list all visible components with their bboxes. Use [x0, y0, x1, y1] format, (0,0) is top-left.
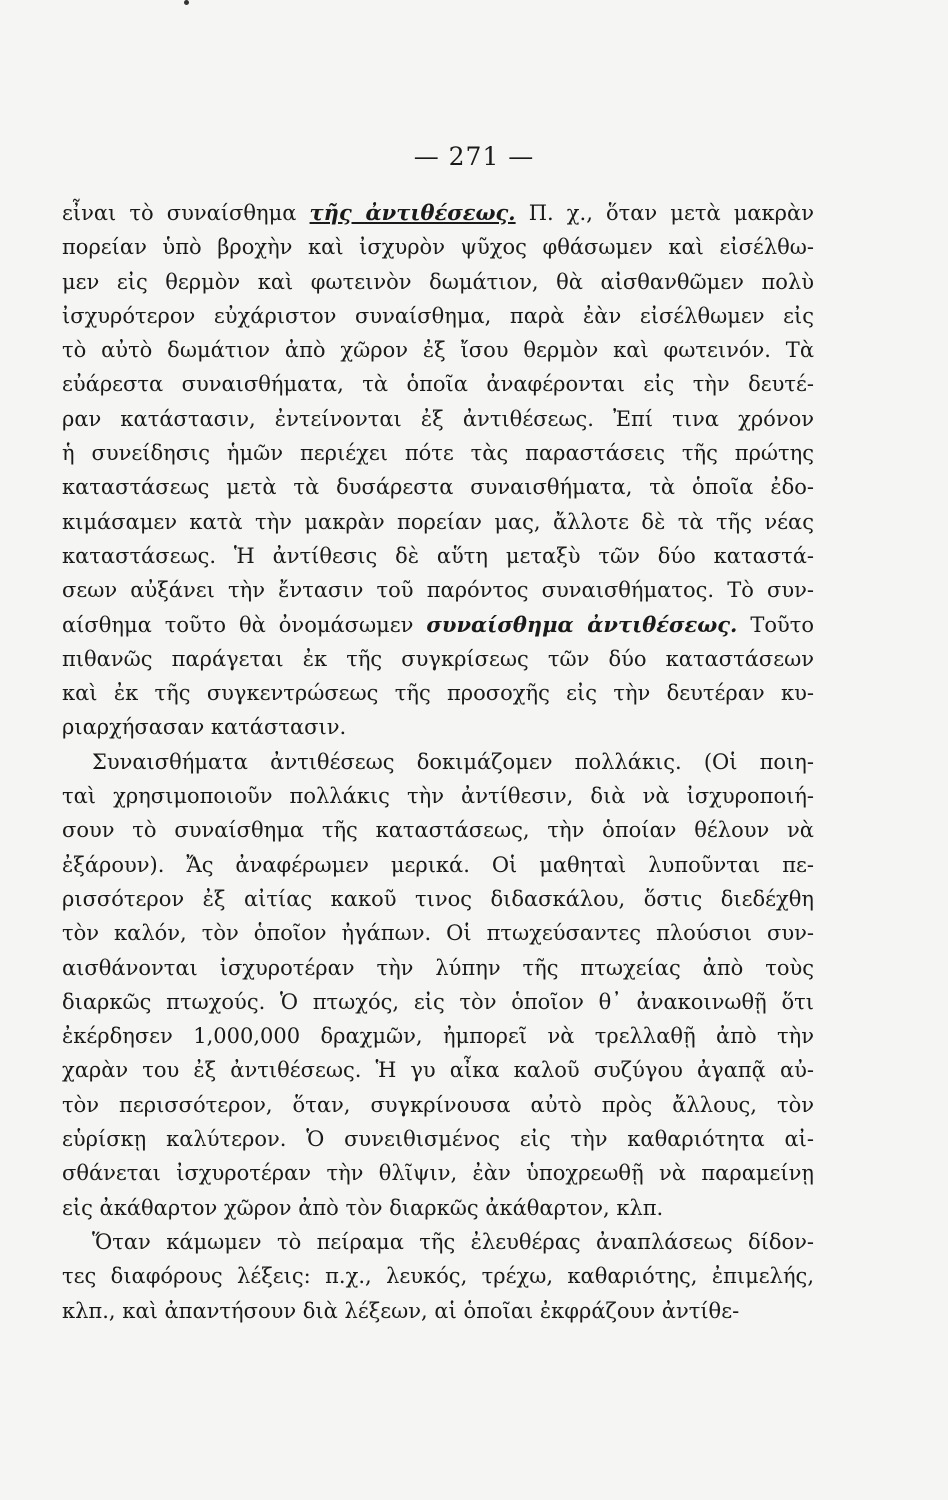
- text-line: αισθάνονται ἰσχυροτέραν τὴν λύπην τῆς πτωχείας ἀπὸ τοὺς: [62, 955, 814, 980]
- text-line: [62, 608, 814, 642]
- text-line: σουν τὸ συναίσθημα τῆς καταστάσεως, τὴν ὁποίαν θέλουν νὰ: [62, 818, 814, 843]
- text-line: εἰς ἀκάθαρτον χῶρον ἀπὸ τὸν διαρκῶς ἀκάθαρτον, κλπ.: [62, 1195, 664, 1220]
- text-line: πιθανῶς παράγεται ἐκ τῆς συγκρίσεως τῶν δύο καταστάσεων: [62, 646, 814, 671]
- text-line: σεων αὐξάνει τὴν ἔντασιν τοῦ παρόντος συναισθήματος. Τὸ συν-: [62, 578, 814, 603]
- text-line: καταστάσεως μετὰ τὰ δυσάρεστα συναισθήματα, τὰ ὁποῖα ἐδο-: [62, 475, 814, 500]
- text-line: ἐξάρουν). Ἄς ἀναφέρωμεν μερικά. Οἱ μαθηταὶ λυποῦνται πε-: [62, 852, 814, 877]
- text-line: διαρκῶς πτωχούς. Ὁ πτωχός, εἰς τὸν ὁποῖον θ᾽ ἀνακοινωθῇ ὅτι: [62, 989, 814, 1014]
- text-segment: αίσθημα τοῦτο θὰ ὀνομάσωμεν: [62, 612, 427, 637]
- text-line: ἐκέρδησεν 1,000,000 δραχμῶν, ἠμπορεῖ νὰ τρελλαθῇ ἀπὸ τὴν: [62, 1024, 814, 1049]
- text-line: μεν εἰς θερμὸν καὶ φωτεινὸν δωμάτιον, θὰ αἰσθανθῶμεν πολὺ: [62, 269, 814, 294]
- text-line: σθάνεται ἰσχυροτέραν τὴν θλῖψιν, ἐὰν ὑποχρεωθῇ νὰ παραμείνῃ: [62, 1161, 814, 1186]
- text-line: ριαρχήσασαν κατάστασιν.: [62, 715, 347, 740]
- emphasized-term: τῆς ἀντιθέσεως.: [309, 200, 516, 225]
- text-segment: εἶναι τὸ συναίσθημα: [62, 201, 310, 225]
- text-segment: Π. χ., ὅταν μετὰ μακρὰν: [515, 201, 814, 225]
- text-line: Συναισθήματα ἀντιθέσεως δοκιμάζομεν πολλάκις. (Οἱ ποιη-: [92, 749, 814, 774]
- text-line: κλπ., καὶ ἀπαντήσουν διὰ λέξεων, αἱ ὁποῖαι ἐκφράζουν ἀντίθε-: [62, 1298, 740, 1323]
- print-speck: [184, 0, 189, 5]
- text-line: πορείαν ὑπὸ βροχὴν καὶ ἰσχυρὸν ψῦχος φθάσωμεν καὶ εἰσέλθω-: [62, 235, 814, 260]
- text-line: ἡ συνείδησις ἡμῶν περιέχει πότε τὰς παραστάσεις τῆς πρώτης: [62, 441, 814, 466]
- text-line: τες διαφόρους λέξεις: π.χ., λευκός, τρέχω, καθαριότης, ἐπιμελής,: [62, 1264, 814, 1289]
- emphasized-term: συναίσθημα ἀντιθέσεως.: [426, 611, 738, 637]
- text-line: καταστάσεως. Ἡ ἀντίθεσις δὲ αὕτη μεταξὺ τῶν δύο καταστά-: [62, 543, 814, 568]
- text-line: χαρὰν του ἐξ ἀντιθέσεως. Ἡ γυ αἶκα καλοῦ συζύγου ἀγαπᾷ αὐ-: [62, 1058, 814, 1083]
- text-segment: Τοῦτο: [737, 612, 814, 637]
- paragraph: [62, 1225, 814, 1328]
- paragraph: [62, 196, 814, 745]
- text-line: [62, 196, 814, 230]
- text-line: ἰσχυρότερον εὐχάριστον συναίσθημα, παρὰ ἐὰν εἰσέλθωμεν εἰς: [62, 303, 814, 328]
- text-line: Ὅταν κάμωμεν τὸ πείραμα τῆς ἐλευθέρας ἀναπλάσεως δίδον-: [92, 1229, 814, 1254]
- text-line: καὶ ἐκ τῆς συγκεντρώσεως τῆς προσοχῆς εἰς τὴν δευτέραν κυ-: [62, 681, 814, 706]
- body-text: [62, 196, 814, 1328]
- text-line: ταὶ χρησιμοποιοῦν πολλάκις τὴν ἀντίθεσιν, διὰ νὰ ἰσχυροποιή-: [62, 784, 814, 809]
- paragraph: [62, 745, 814, 1225]
- text-line: τὸ αὐτὸ δωμάτιον ἀπὸ χῶρον ἐξ ἴσου θερμὸν καὶ φωτεινόν. Τὰ: [62, 338, 814, 363]
- text-line: τὸν περισσότερον, ὅταν, συγκρίνουσα αὐτὸ πρὸς ἄλλους, τὸν: [62, 1092, 814, 1117]
- page-number: — 271 —: [413, 142, 535, 171]
- text-line: τὸν καλόν, τὸν ὁποῖον ἠγάπων. Οἱ πτωχεύσαντες πλούσιοι συν-: [62, 921, 814, 946]
- text-line: κιμάσαμεν κατὰ τὴν μακρὰν πορείαν μας, ἄλλοτε δὲ τὰ τῆς νέας: [62, 509, 814, 534]
- text-line: εὑρίσκῃ καλύτερον. Ὁ συνειθισμένος εἰς τὴν καθαριότητα αἰ-: [62, 1127, 814, 1152]
- text-line: ραν κατάστασιν, ἐντείνονται ἐξ ἀντιθέσεως. Ἐπί τινα χρόνον: [62, 406, 814, 431]
- text-line: εὐάρεστα συναισθήματα, τὰ ὁποῖα ἀναφέρονται εἰς τὴν δευτέ-: [62, 372, 814, 397]
- text-line: ρισσότερον ἐξ αἰτίας κακοῦ τινος διδασκάλου, ὅστις διεδέχθη: [62, 886, 814, 911]
